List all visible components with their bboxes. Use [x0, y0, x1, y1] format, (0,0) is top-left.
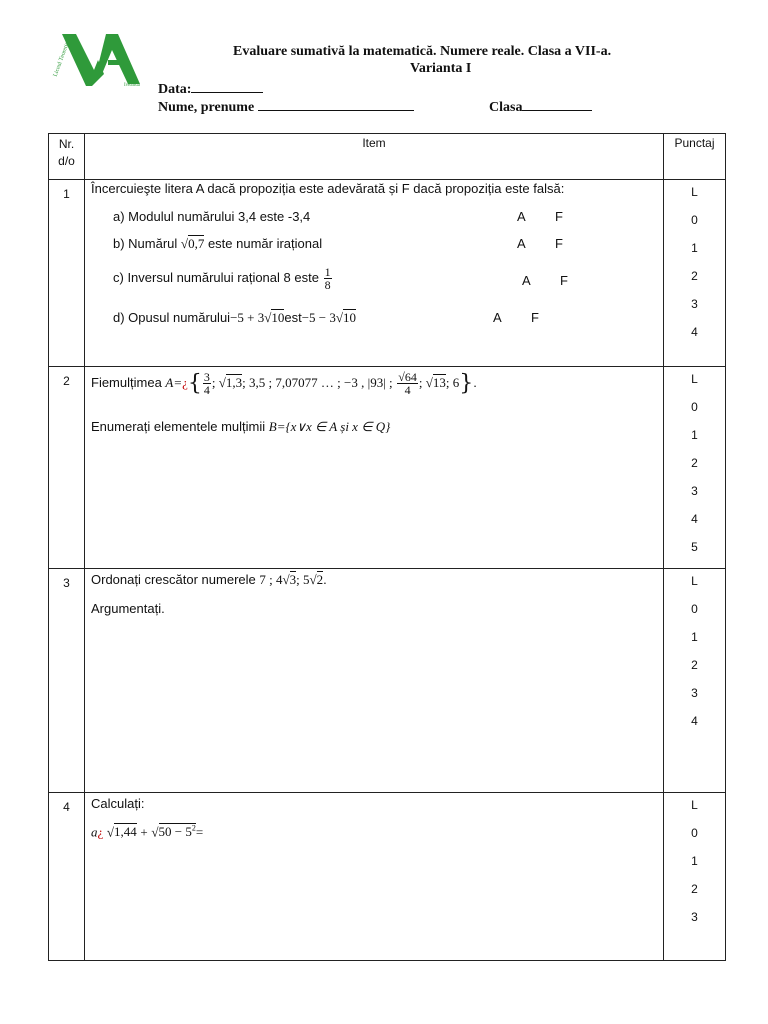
points-level: 2	[691, 658, 698, 672]
date-label: Data:	[158, 82, 192, 97]
answer-a-1b[interactable]: A	[517, 236, 526, 251]
item-2-content	[85, 367, 664, 569]
points-level: 3	[691, 484, 698, 498]
item-1-instruction: Încercuieşte litera A dacă propoziția este adevărată și F dacă propoziția este falsă:	[91, 181, 565, 196]
answer-a-1d[interactable]: A	[493, 310, 502, 325]
item-3-argue: Argumentați.	[91, 601, 165, 616]
points-level: 1	[691, 241, 698, 255]
item-number: 2	[49, 367, 85, 569]
points-level: 0	[691, 826, 698, 840]
date-field	[158, 80, 263, 98]
points-level: 0	[691, 602, 698, 616]
points-level: L	[691, 574, 698, 588]
name-blank[interactable]	[258, 98, 414, 111]
class-label: Clasa	[489, 100, 523, 115]
class-field	[489, 98, 592, 116]
table-row	[49, 367, 726, 569]
points-level: 2	[691, 882, 698, 896]
item-4-calc-label: Calculați:	[91, 796, 145, 811]
table-row	[49, 793, 726, 961]
points-level: L	[691, 185, 698, 199]
date-blank[interactable]	[191, 80, 263, 93]
item-4-points	[664, 793, 726, 961]
points-level: L	[691, 372, 698, 386]
points-level: 2	[691, 456, 698, 470]
points-level: 1	[691, 630, 698, 644]
page-title: Evaluare sumativă la matematică. Numere reale. Clasa a VII-a.	[233, 44, 612, 59]
points-level: 1	[691, 854, 698, 868]
item-number: 3	[49, 569, 85, 793]
col-item-header: Item	[85, 134, 664, 180]
answer-a-1c[interactable]: A	[522, 273, 531, 288]
class-blank[interactable]	[522, 98, 592, 111]
points-level: 5	[691, 540, 698, 554]
logo-town-text: Iveanda	[124, 83, 140, 88]
table-row	[49, 180, 726, 367]
item-2-points	[664, 367, 726, 569]
logo-school-text: Liceul Teoretic	[52, 41, 71, 78]
answer-f-1b[interactable]: F	[555, 236, 563, 251]
item-2-set-definition: Fiemulțimea A=¿{ $\frac{3}{4}$ ; √1,3; 3,5 ; 7,07077 … ; −3 , |93| ; $\frac{√64}{4}$ ; √13; 6}.	[91, 370, 477, 397]
col-points-header: Punctaj	[664, 134, 726, 180]
table-row	[49, 569, 726, 793]
points-level: 4	[691, 714, 698, 728]
points-level: 2	[691, 269, 698, 283]
name-label: Nume, prenume	[158, 100, 255, 115]
points-level: L	[691, 798, 698, 812]
item-3-order: Ordonați crescător numerele 7 ; 4√3; 5√2.	[91, 572, 327, 587]
item-4-expression: a¿ $√1,44 + √50 - 5^2=$	[91, 824, 204, 840]
points-level: 3	[691, 686, 698, 700]
item-4-content	[85, 793, 664, 961]
answer-a-1a[interactable]: A	[517, 209, 526, 224]
items-table	[48, 133, 726, 961]
item-number: 1	[49, 180, 85, 367]
col-nr-header: Nr. d/o	[49, 134, 85, 180]
item-3-points	[664, 569, 726, 793]
answer-f-1c[interactable]: F	[560, 273, 568, 288]
item-1-points	[664, 180, 726, 367]
fraction-1-8: $\frac{1}{8}$	[324, 265, 331, 292]
item-2-enumerate: Enumerați elementele mulțimii B={x∨x ∈ A și x ∈ Q}	[91, 419, 391, 434]
points-level: 0	[691, 400, 698, 414]
item-3-content	[85, 569, 664, 793]
variant-label: Varianta I	[410, 61, 472, 76]
table-header-row	[49, 134, 726, 180]
item-1b-text: b) Numărul √0,7 este număr irațional	[113, 236, 323, 251]
item-1d-text: d) Opusul numărului−5 + 3√10est−5 − 3√10	[113, 310, 357, 325]
points-level: 4	[691, 325, 698, 339]
answer-f-1a[interactable]: F	[555, 209, 563, 224]
item-number: 4	[49, 793, 85, 961]
points-level: 4	[691, 512, 698, 526]
item-1a-text: a) Modulul numărului 3,4 este -3,4	[113, 209, 311, 224]
item-1c-text: c) Inversul numărului rațional 8 este $\frac{1}{8}$	[113, 265, 331, 292]
school-logo	[52, 30, 146, 88]
name-field	[158, 98, 414, 116]
item-1-content	[85, 180, 664, 367]
points-level: 0	[691, 213, 698, 227]
points-level: 3	[691, 910, 698, 924]
points-level: 3	[691, 297, 698, 311]
answer-f-1d[interactable]: F	[531, 310, 539, 325]
points-level: 1	[691, 428, 698, 442]
